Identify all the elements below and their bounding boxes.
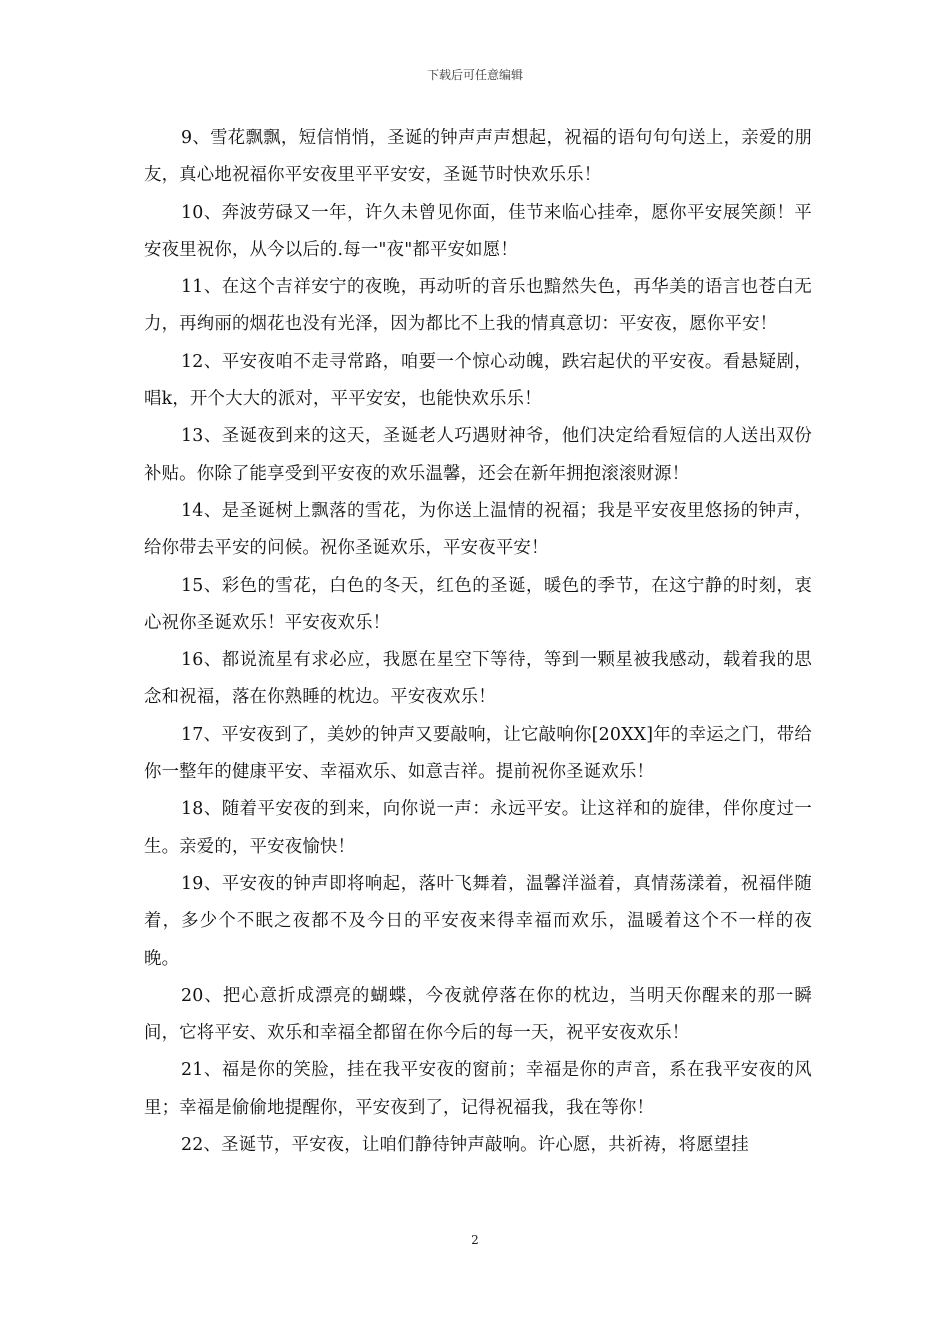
paragraph-14: 14、是圣诞树上飘落的雪花，为你送上温情的祝福；我是平安夜里悠扬的钟声，给你带去平安的问候。祝你圣诞欢乐，平安夜平安！ [144, 500, 812, 559]
page-number: 2 [471, 1233, 479, 1247]
paragraph-13: 13、圣诞夜到来的这天，圣诞老人巧遇财神爷，他们决定给看短信的人送出双份补贴。你除了能享受到平安夜的欢乐温馨，还会在新年拥抱滚滚财源！ [144, 426, 812, 484]
paragraph-11: 11、在这个吉祥安宁的夜晚，再动听的音乐也黯然失色，再华美的语言也苍白无力，再绚丽的烟花也没有光泽，因为都比不上我的情真意切：平安夜，愿你平安！ [144, 277, 812, 335]
paragraph-9: 9、雪花飘飘，短信悄悄，圣诞的钟声声声想起，祝福的语句句句送上，亲爱的朋友，真心地祝福你平安夜里平平安安，圣诞节时快欢乐乐！ [144, 128, 812, 186]
paragraph-12: 12、平安夜咱不走寻常路，咱要一个惊心动魄，跌宕起伏的平安夜。看悬疑剧，唱k，开个大大的派对，平平安安，也能快欢乐乐！ [144, 351, 812, 410]
paragraph-19: 19、平安夜的钟声即将响起，落叶飞舞着，温馨洋溢着，真情荡漾着，祝福伴随着，多少个不眠之夜都不及今日的平安夜来得幸福而欢乐，温暖着这个不一样的夜晚。 [144, 873, 812, 969]
paragraph-15: 15、彩色的雪花，白色的冬天，红色的圣诞，暖色的季节，在这宁静的时刻，衷心祝你圣诞欢乐！平安夜欢乐！ [144, 575, 812, 633]
paragraph-17: 17、平安夜到了，美妙的钟声又要敲响，让它敲响你[20XX]年的幸运之门，带给你一整年的健康平安、幸福欢乐、如意吉祥。提前祝你圣诞欢乐！ [144, 724, 812, 783]
paragraph-20: 20、把心意折成漂亮的蝴蝶，今夜就停落在你的枕边，当明天你醒来的那一瞬间，它将平安、欢乐和幸福全都留在你今后的每一天，祝平安夜欢乐！ [144, 985, 812, 1044]
paragraph-22: 22、圣诞节，平安夜，让咱们静待钟声敲响。许心愿，共祈祷，将愿望挂 [181, 1135, 749, 1156]
paragraph-16: 16、都说流星有求必应，我愿在星空下等待，等到一颗星被我感动，载着我的思念和祝福，落在你熟睡的枕边。平安夜欢乐！ [144, 650, 812, 708]
paragraph-10: 10、奔波劳碌又一年，许久未曾见你面，佳节来临心挂牵，愿你平安展笑颜！平安夜里祝你，从今以后的.每一"夜"都平安如愿！ [144, 202, 812, 260]
document-body [144, 120, 812, 1164]
page-header: 下载后可任意编辑 [426, 68, 523, 82]
paragraph-18: 18、随着平安夜的到来，向你说一声：永远平安。让这祥和的旋律，伴你度过一生。亲爱的，平安夜愉快！ [144, 799, 812, 857]
paragraph-21: 21、福是你的笑脸，挂在我平安夜的窗前；幸福是你的声音，系在我平安夜的风里；幸福是偷偷地提醒你，平安夜到了，记得祝福我，我在等你！ [144, 1060, 812, 1118]
